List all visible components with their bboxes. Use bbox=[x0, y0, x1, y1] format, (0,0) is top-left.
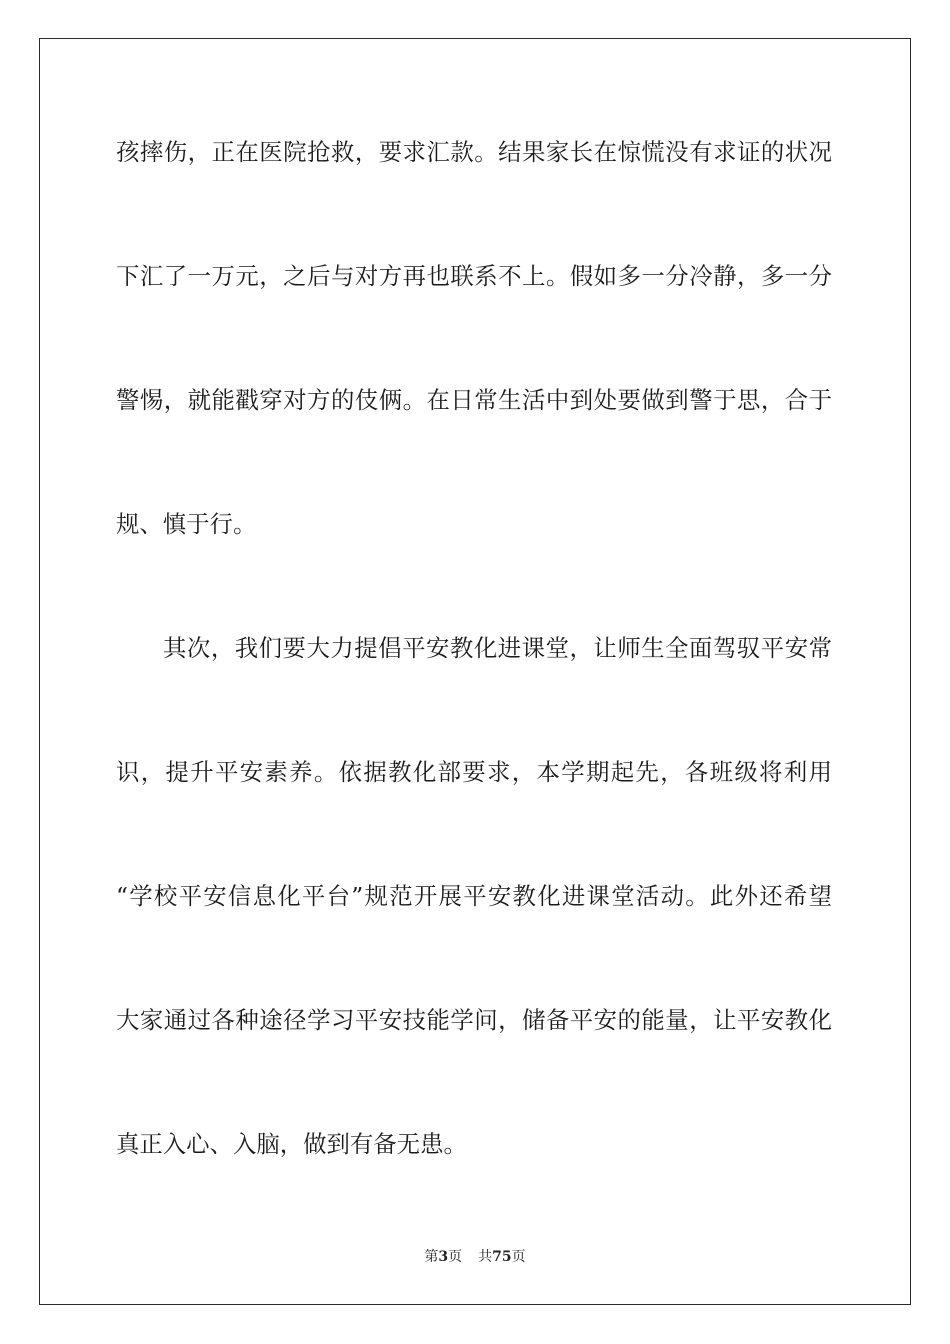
text-line-8: 大家通过各种途径学习平安技能学问，储备平安的能量，让平安教化 bbox=[116, 1006, 832, 1034]
total-suffix: 页 bbox=[511, 1249, 526, 1265]
total-pages: 75 bbox=[492, 1249, 512, 1265]
text-line-4: 规、慎于行。 bbox=[116, 510, 257, 538]
page-border bbox=[39, 38, 911, 1305]
page-prefix: 第 bbox=[424, 1249, 439, 1265]
text-line-6: 识，提升平安素养。依据教化部要求，本学期起先，各班级将利用 bbox=[116, 758, 832, 786]
text-line-5: 其次，我们要大力提倡平安教化进课堂，让师生全面驾驭平安常 bbox=[163, 634, 832, 662]
text-line-2: 下汇了一万元，之后与对方再也联系不上。假如多一分冷静，多一分 bbox=[116, 262, 832, 290]
text-line-9: 真正入心、入脑，做到有备无患。 bbox=[116, 1130, 467, 1158]
total-prefix: 共 bbox=[478, 1249, 493, 1265]
page-number: 3 bbox=[438, 1249, 449, 1265]
text-line-3: 警惕，就能戳穿对方的伎俩。在日常生活中到处要做到警于思，合于 bbox=[116, 386, 832, 414]
page-suffix: 页 bbox=[448, 1249, 463, 1265]
text-line-1: 孩摔伤，正在医院抢救，要求汇款。结果家长在惊慌没有求证的状况 bbox=[116, 138, 832, 166]
text-line-7: “学校平安信息化平台”规范开展平安教化进课堂活动。此外还希望 bbox=[116, 882, 832, 910]
page-footer bbox=[0, 1248, 950, 1266]
